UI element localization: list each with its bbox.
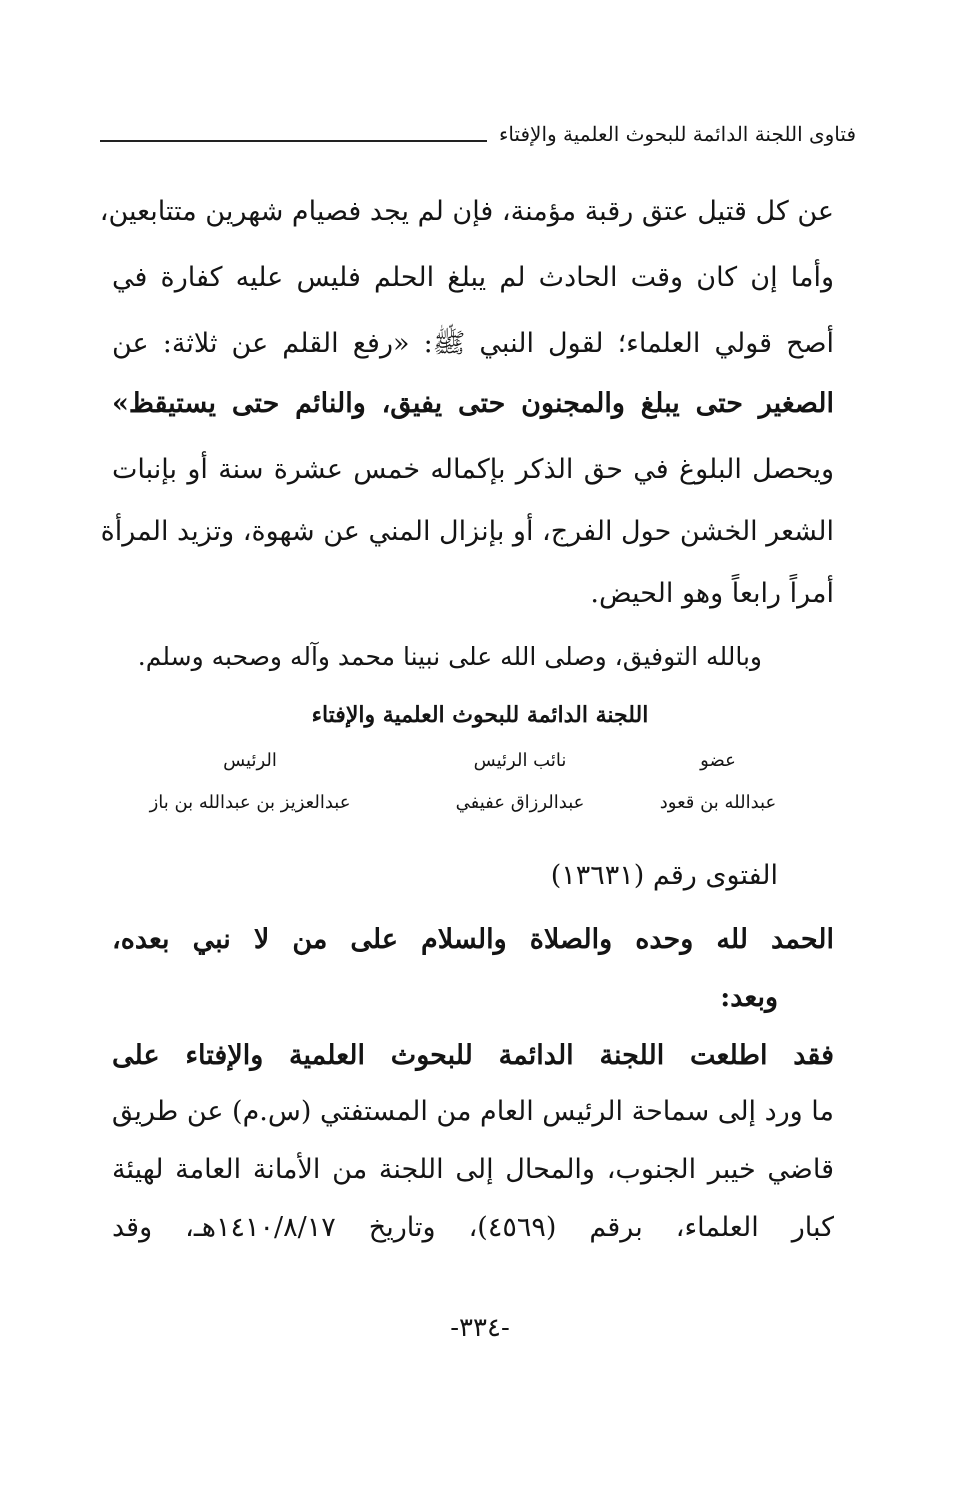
text-line: الشعر الخشن حول الفرج، أو بإنزال المني عن شهوة، وتزيد المرأة [100,516,834,547]
text-line: فقد اطلعت اللجنة الدائمة للبحوث العلمية والإفتاء على [112,1040,834,1071]
header-rule [100,140,487,142]
signatory-role-deputy: نائب الرئيس [473,750,567,771]
text-line: الحمد لله وحده والصلاة والسلام على من لا نبي بعده، [112,924,834,955]
closing-line: وبالله التوفيق، وصلى الله على نبينا محمد وآله وصحبه وسلم. [137,642,762,671]
signatory-name-deputy: عبدالرزاق عفيفي [455,792,585,813]
text-line: أصح قولي العلماء؛ لقول النبي ﷺ: «رفع القلم عن ثلاثة: عن [112,328,834,359]
signatory-role-chair: الرئيس [223,750,277,771]
text-line: كبار العلماء، برقم (٤٥٦٩)، وتاريخ ١٤١٠/٨/١٧هـ، وقد [112,1212,834,1243]
signatory-role-member: عضو [700,750,736,771]
running-header [100,122,856,146]
text-line: أمراً رابعاً وهو الحيض. [590,578,834,609]
committee-heading: اللجنة الدائمة للبحوث العلمية والإفتاء [311,702,649,728]
fatwa-number: الفتوى رقم (١٣٦٣١) [550,860,778,891]
text-line: ما ورد إلى سماحة الرئيس العام من المستفتي (س.م) عن طريق [111,1096,834,1127]
text-line: وبعد: [720,982,778,1013]
text-line: عن كل قتيل عتق رقبة مؤمنة، فإن لم يجد فصيام شهرين متتابعين، [99,196,834,227]
text-line: قاضي خيبر الجنوب، والمحال إلى اللجنة من الأمانة العامة لهيئة [112,1154,834,1185]
text-line: ويحصل البلوغ في حق الذكر بإكماله خمس عشرة سنة أو بإنبات [112,454,834,485]
signatory-name-chair: عبدالعزيز بن عبدالله بن باز [149,792,351,813]
hadith-line: الصغير حتى يبلغ والمجنون حتى يفيق، والنائم حتى يستيقظ» [112,388,834,419]
running-title: فتاوى اللجنة الدائمة للبحوث العلمية والإفتاء [498,122,856,146]
text-line: وأما إن كان وقت الحادث لم يبلغ الحلم فليس عليه كفارة في [112,262,834,293]
signatory-name-member: عبدالله بن قعود [659,792,777,813]
page-number: -٣٣٤- [450,1313,510,1343]
